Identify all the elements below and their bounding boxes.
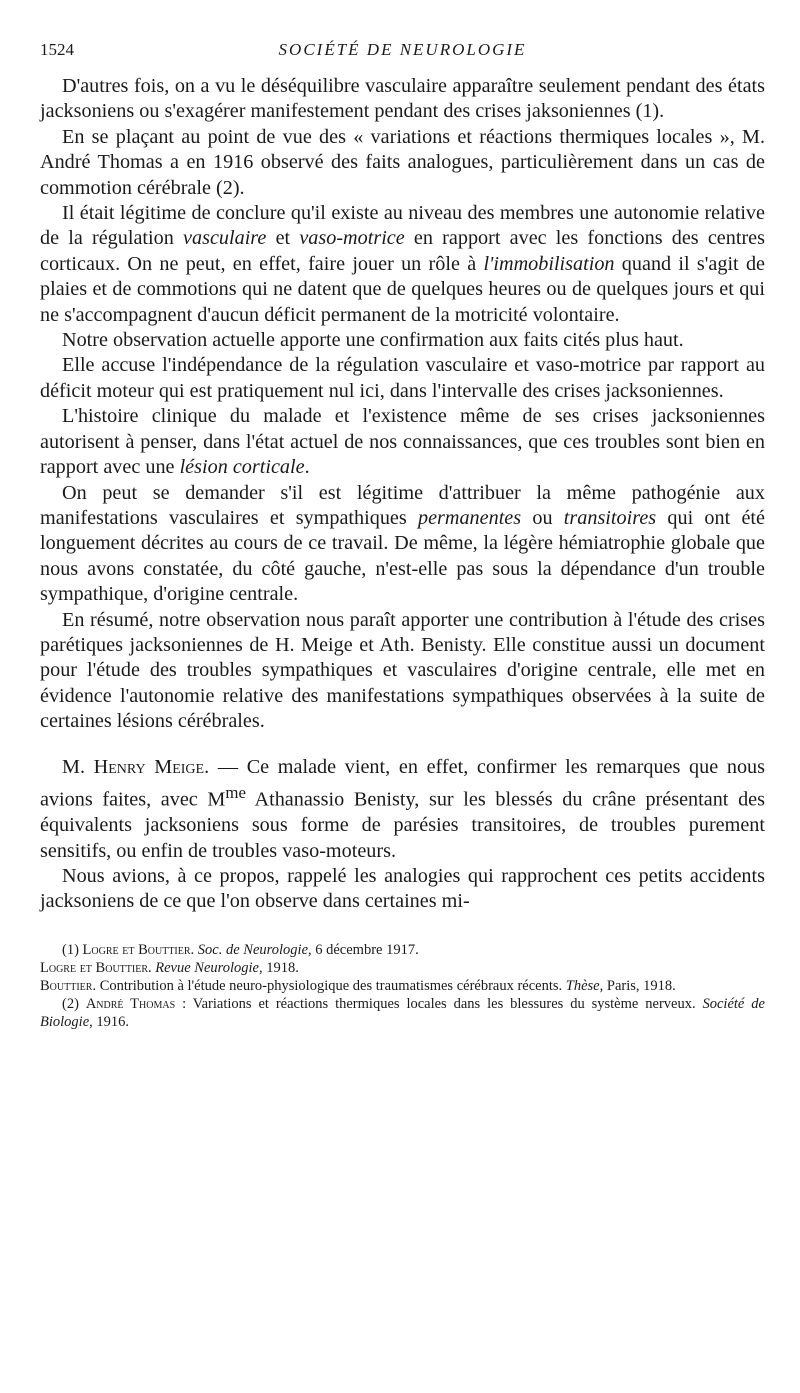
article-body [40, 74, 765, 915]
paragraph: Il était légitime de conclure qu'il existe au niveau des membres une autonomie relative de la régulation vasculaire et vaso-motrice en rapport avec les fonctions des centres corticaux. On ne peut, en effet, faire jouer un rôle à l'immobilisation quand il s'agit de plaies et de commotions qui ne datent que de quelques heures ou de quelques jours et qui ne s'accompagnent d'aucun déficit permanent de la motricité volontaire. [40, 202, 766, 326]
running-title: SOCIÉTÉ DE NEUROLOGIE [278, 40, 527, 59]
footnote: Bouttier. Contribution à l'étude neuro-physiologique des traumatismes cérébraux récents. Thèse, Paris, 1918. [40, 977, 676, 994]
paragraph: D'autres fois, on a vu le déséquilibre vasculaire apparaître seulement pendant des états jacksoniens ou s'exagérer manifestement pendant des crises jaksoniennes (1). [40, 75, 765, 123]
paragraph: L'histoire clinique du malade et l'existence même de ses crises jacksoniennes autorisent à penser, dans l'état actuel de nos connaissances, que ces troubles sont bien en rapport avec une lésion corticale. [40, 405, 765, 479]
paragraph: En résumé, notre observation nous paraît apporter une contribution à l'étude des crises parétiques jacksoniennes de H. Meige et Ath. Benisty. Elle constitue aussi un document pour l'étude des troubles sympathiques et vasculaires d'origine centrale, elle met en évidence l'autonomie relative des manifestations sympathiques observées à la suite de certaines lésions cérébrales. [40, 608, 765, 733]
footnote: (1) Logre et Bouttier. Soc. de Neurologie, 6 décembre 1917. [62, 941, 419, 958]
footnotes [40, 941, 765, 1031]
paragraph: Nous avions, à ce propos, rappelé les analogies qui rapprochent ces petits accidents jacksoniens de ce que l'on observe dans certaines mi- [40, 864, 765, 913]
paragraph: Notre observation actuelle apporte une confirmation aux faits cités plus haut. [62, 329, 684, 352]
discussion-paragraph: M. Henry Meige. — Ce malade vient, en effet, confirmer les remarques que nous avions faites, avec $M^{me}$ Athanassio Benisty, sur les blessés du crâne présentant des équivalents jacksoniens sous forme de parésies transitoires, de troubles purement sensitifs, ou enfin de troubles vaso-moteurs. [40, 755, 766, 862]
page-number: 1524 [40, 40, 74, 59]
paragraph: En se plaçant au point de vue des « variations et réactions thermiques locales », M. André Thomas a en 1916 observé des faits analogues, particulièrement dans un cas de commotion cérébrale (2). [40, 125, 765, 199]
speaker-name: M. Henry Meige. [62, 755, 210, 778]
paragraph: On peut se demander s'il est légitime d'attribuer la même pathogénie aux manifestations vasculaires et sympathiques permanentes ou transitoires qui ont été longuement décrites au cours de ce travail. De même, la légère hémiatrophie globale que nous avons constatée, du côté gauche, n'est-elle pas sous la dépendance d'un trouble sympathique, d'origine centrale. [40, 481, 765, 606]
page-header [40, 40, 765, 74]
footnote: (2) André Thomas : Variations et réactions thermiques locales dans les blessures du système nerveux. Société de Biologie, 1916. [40, 995, 765, 1030]
document-page [40, 40, 765, 1031]
footnote: Logre et Bouttier. Revue Neurologie, 1918. [40, 959, 299, 976]
paragraph: Elle accuse l'indépendance de la régulation vasculaire et vaso-motrice par rapport au déficit moteur qui est pratiquement nul ici, dans l'intervalle des crises jacksoniennes. [40, 354, 765, 402]
